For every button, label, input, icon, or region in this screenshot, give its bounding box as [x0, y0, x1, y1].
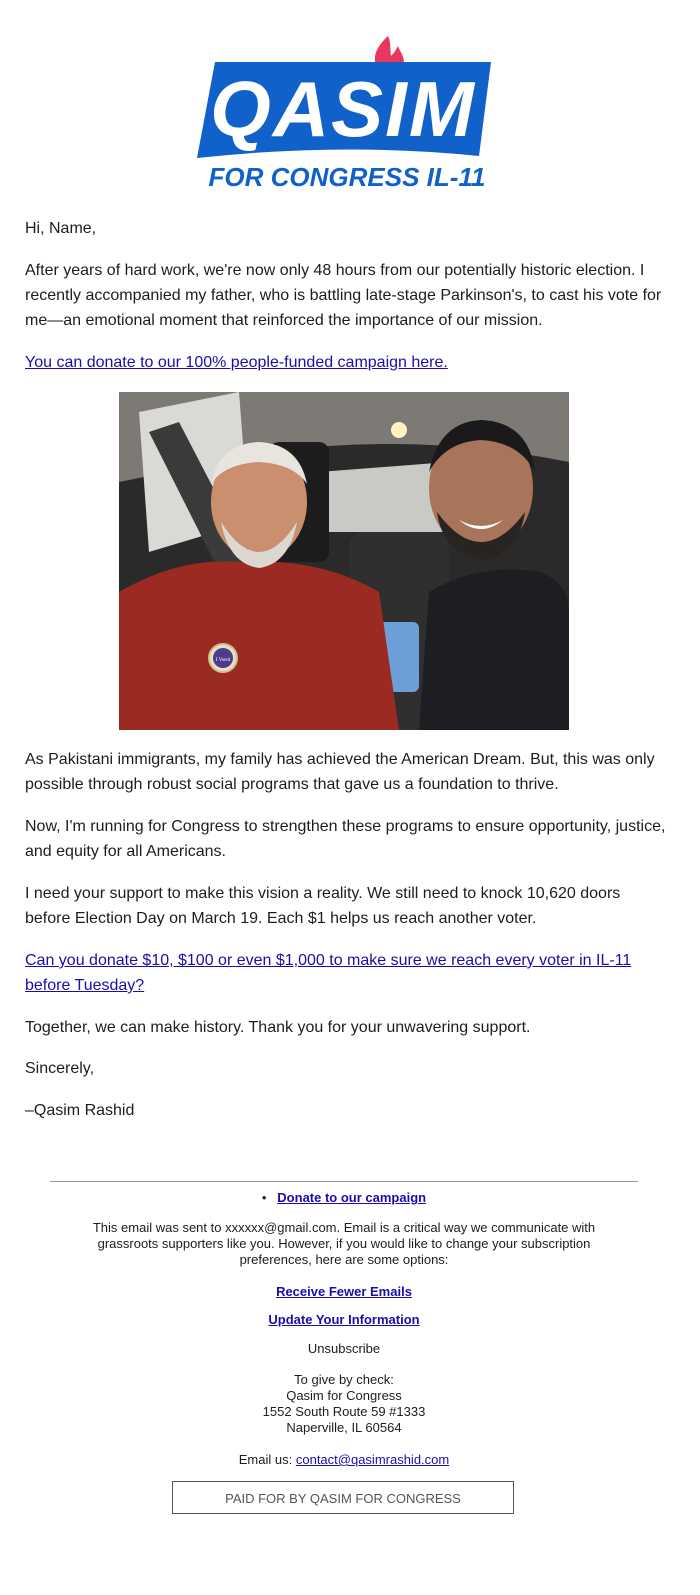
- footer-donate-link[interactable]: Donate to our campaign: [277, 1190, 427, 1205]
- bullet-icon: •: [261, 1190, 267, 1205]
- update-info-item: [50, 1312, 638, 1328]
- contact-email-link[interactable]: contact@qasimrashid.com: [295, 1452, 450, 1467]
- email-us-line: [50, 1452, 638, 1468]
- voted-sticker: I Voted: [215, 658, 231, 663]
- paragraph-immigrants: As Pakistani immigrants, my family has achieved the American Dream. But, this was only possible through robust social programs that gave us a foundation to thrive.: [25, 751, 655, 793]
- logo-name: QASIM: [210, 65, 476, 153]
- paragraph-intro: After years of hard work, we're now only 48 hours from our potentially historic election. I recently accompanied my father, who is battling late-stage Parkinson's, to cast his vote for me—an emotional moment that reinforced the importance of our mission.: [25, 262, 662, 329]
- unsubscribe-link[interactable]: Unsubscribe: [307, 1341, 381, 1356]
- donate-link-amounts[interactable]: Can you donate $10, $100 or even $1,000 to make sure we reach every voter in IL-11 before Tuesday?: [25, 952, 632, 994]
- paragraph-running: Now, I'm running for Congress to strengthen these programs to ensure opportunity, justice, and equity for all Americans.: [25, 818, 666, 860]
- donate-link-primary[interactable]: You can donate to our 100% people-funded campaign here.: [25, 354, 448, 371]
- address-line-1: 1552 South Route 59 #1333: [262, 1404, 426, 1419]
- photo-father-and-son: [119, 392, 569, 730]
- greeting: Hi, Name,: [25, 220, 97, 237]
- logo-subtitle: FOR CONGRESS IL-11: [208, 162, 486, 192]
- signoff: Sincerely,: [25, 1060, 95, 1077]
- donate-link-paragraph: [25, 350, 670, 375]
- footer-donate-item: [50, 1190, 638, 1206]
- subscription-notice: This email was sent to xxxxxx@gmail.com. Email is a critical way we communicate with grassroots supporters like you. However, if you would like to change your subscription preferences, here are some options:: [92, 1220, 596, 1267]
- campaign-logo: [195, 32, 495, 192]
- update-information-link[interactable]: Update Your Information: [268, 1312, 420, 1327]
- org-name: Qasim for Congress: [286, 1388, 402, 1403]
- paid-for-disclaimer: PAID FOR BY QASIM FOR CONGRESS: [172, 1481, 514, 1514]
- fewer-emails-item: [50, 1284, 638, 1300]
- check-label: To give by check:: [294, 1372, 394, 1387]
- receive-fewer-emails-link[interactable]: Receive Fewer Emails: [276, 1284, 412, 1299]
- paragraph-support: I need your support to make this vision a reality. We still need to knock 10,620 doors before Election Day on March 19. Each $1 helps us reach another voter.: [25, 885, 621, 927]
- address-line-2: Naperville, IL 60564: [286, 1420, 402, 1435]
- email-footer: [50, 1181, 638, 1467]
- paragraph-together: Together, we can make history. Thank you for your unwavering support.: [25, 1019, 531, 1036]
- donate-ask-paragraph: [25, 948, 670, 998]
- email-label: Email us:: [238, 1452, 293, 1467]
- car-selfie-image: [119, 392, 569, 730]
- signature: –Qasim Rashid: [25, 1102, 135, 1119]
- campaign-logo-graphic: [195, 32, 495, 192]
